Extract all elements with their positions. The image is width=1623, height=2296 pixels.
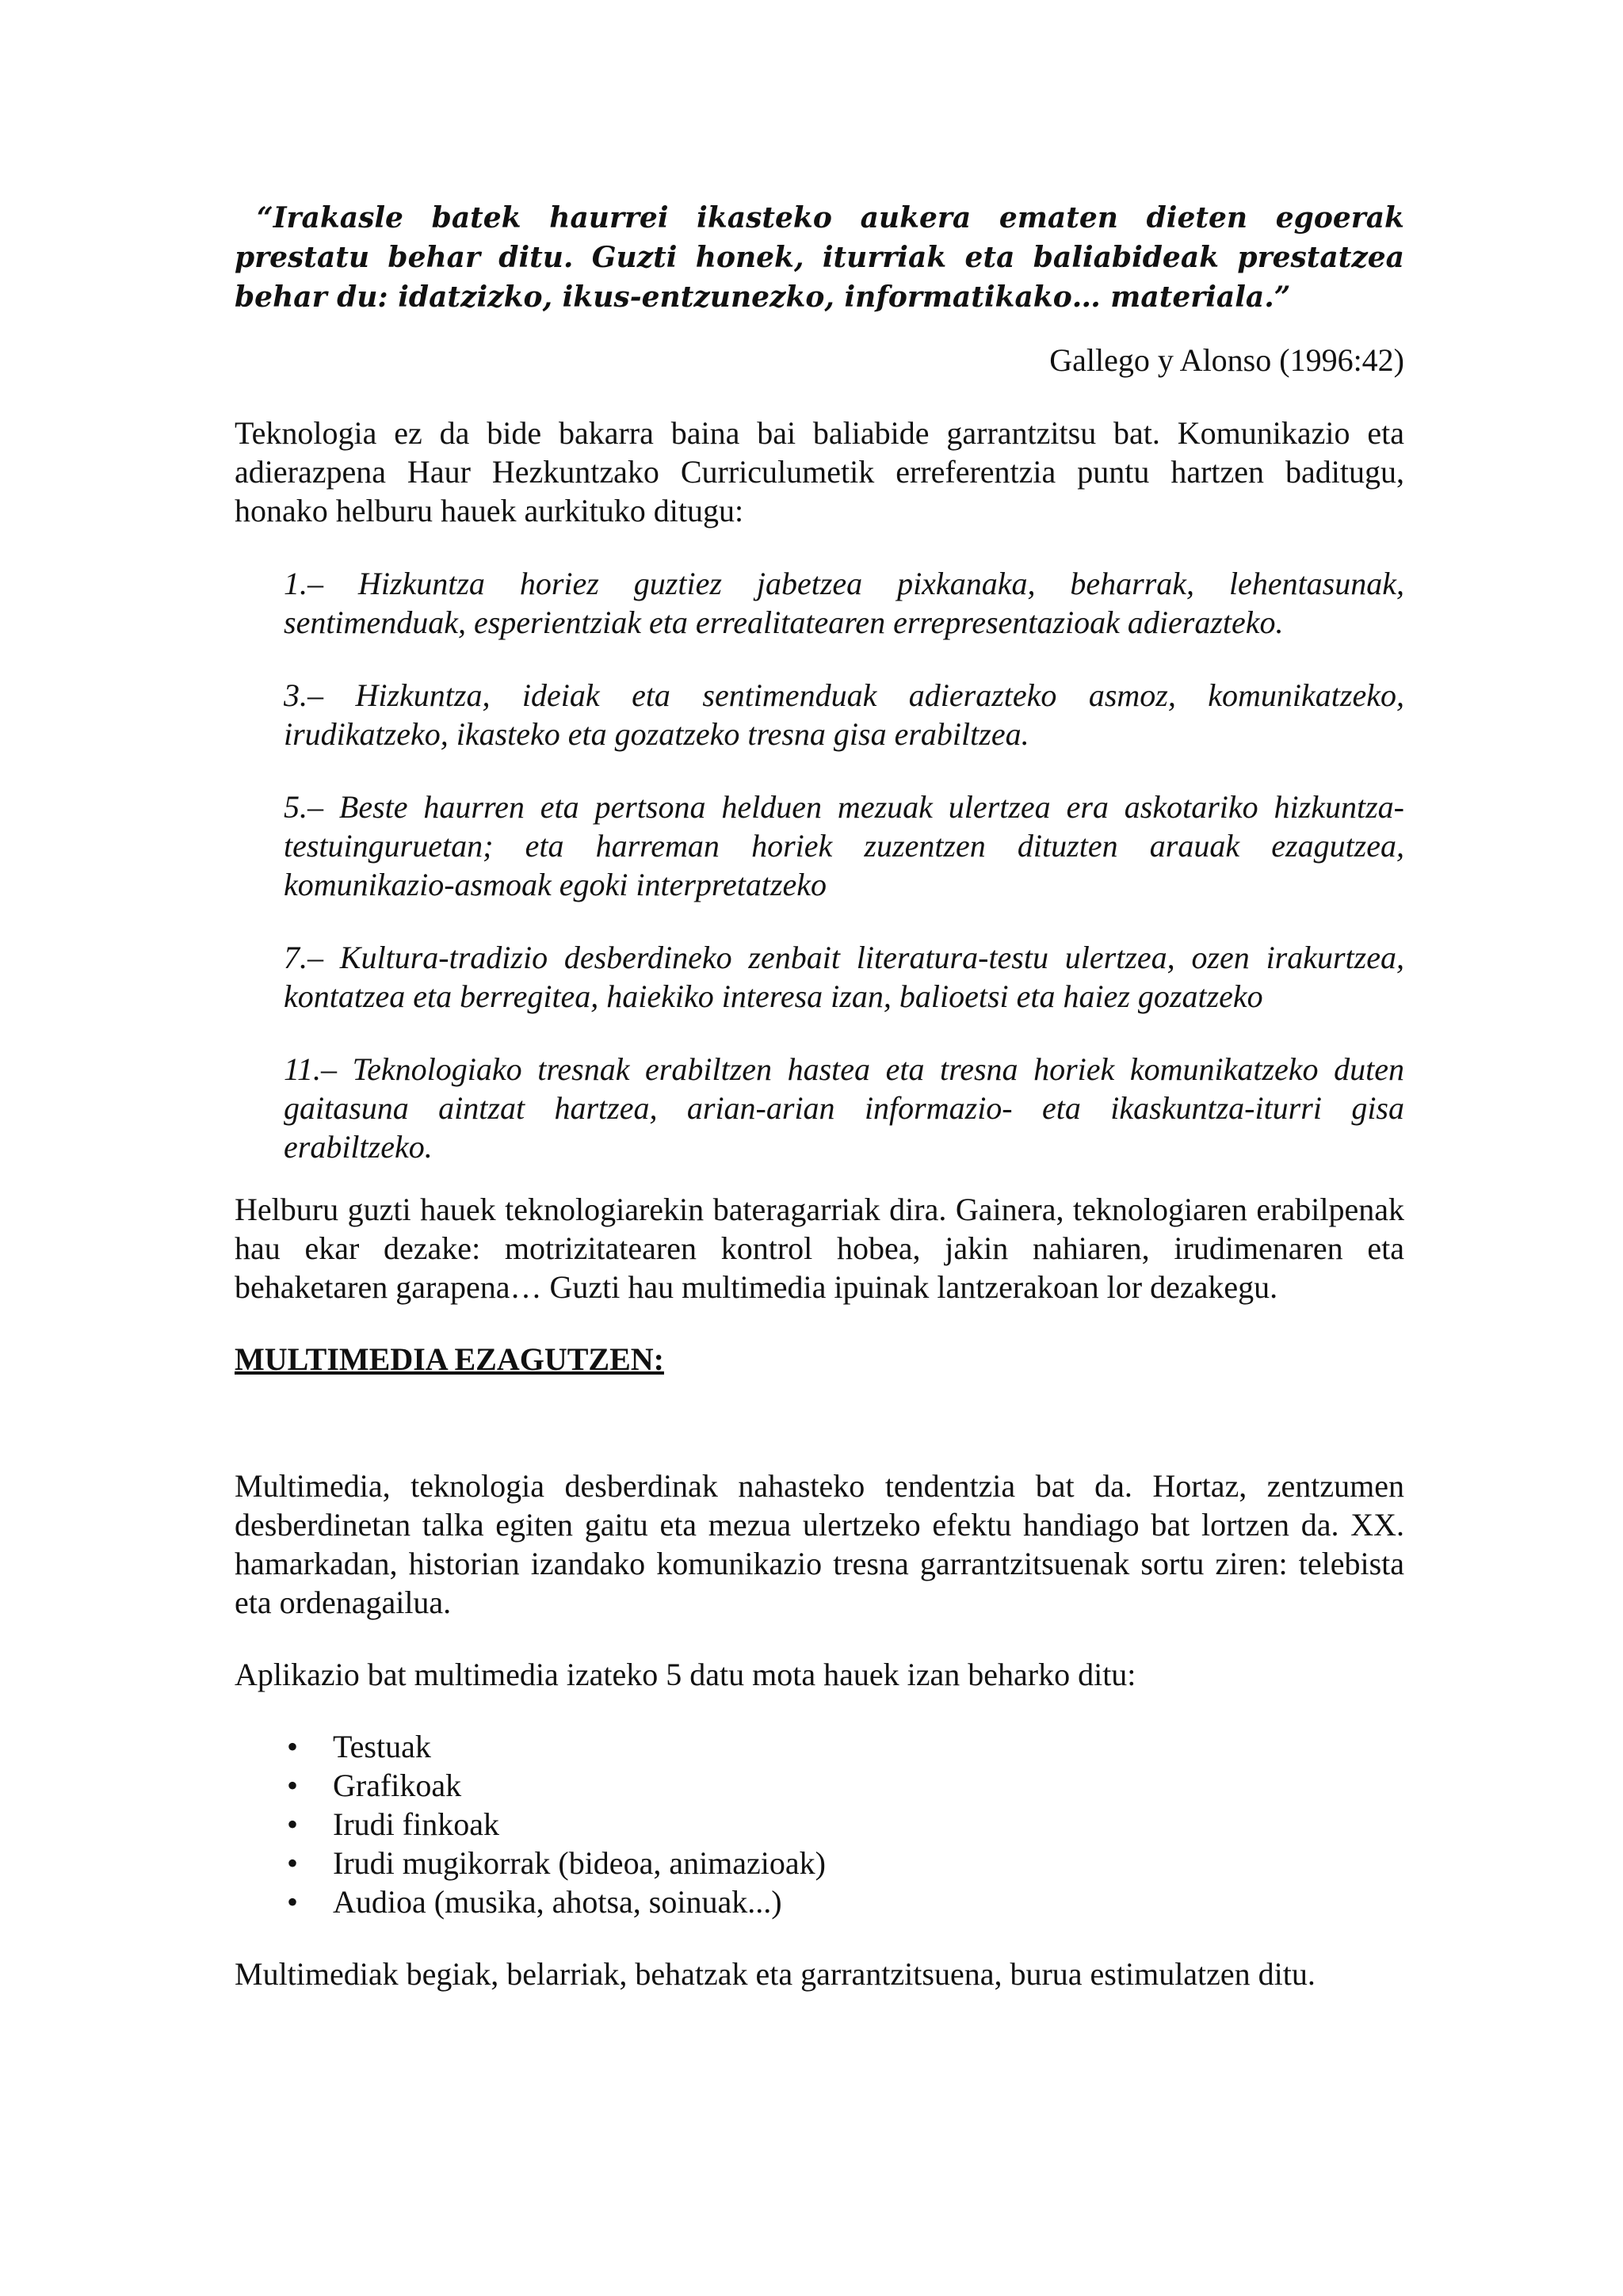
list-item: • Irudi mugikorrak (bideoa, animazioak) (333, 1844, 1404, 1882)
objective-item: 11.– Teknologiako tresnak erabiltzen hastea eta tresna horiek komunikatzeko duten gaitasuna aintzat hartzea, arian-arian informazio- eta ikaskuntza-iturri gisa erabiltzeko. (284, 1051, 1404, 1165)
application-intro-paragraph: Aplikazio bat multimedia izateko 5 datu mota hauek izan beharko ditu: (235, 1657, 1136, 1692)
opening-quote: “Irakasle batek haurrei ikasteko aukera ematen dieten egoerak prestatu behar ditu. Guzti honek, iturriak eta baliabideak prestatzea behar du: idatzizko, ikus-entzunezko, informatikako… materiala.” (235, 201, 1404, 314)
closing-paragraph: Multimediak begiak, belarriak, behatzak eta garrantzitsuena, burua estimulatzen ditu. (235, 1956, 1316, 1992)
objective-item: 7.– Kultura-tradizio desberdineko zenbait literatura-testu ulertzea, ozen irakurtzea, kontatzea eta berregitea, haiekiko interesa izan, balioetsi eta haiez gozatzeko (284, 940, 1404, 1014)
objective-item: 3.– Hizkuntza, ideiak eta sentimenduak adierazteko asmoz, komunikatzeko, irudikatzeko, ikasteko eta gozatzeko tresna gisa erabiltzea. (284, 677, 1404, 752)
objectives-summary-paragraph: Helburu guzti hauek teknologiarekin bateragarriak dira. Gainera, teknologiaren erabilpenak hau ekar dezake: motrizitatearen kontrol hobea, jakin nahiaren, irudimenaren eta behaketaren garapena… Guzti hau multimedia ipuinak lantzerakoan lor dezakegu. (235, 1192, 1404, 1305)
list-item: • Audioa (musika, ahotsa, soinuak...) (333, 1882, 1404, 1921)
quote-citation: Gallego y Alonso (1996:42) (1049, 342, 1404, 378)
intro-paragraph: Teknologia ez da bide bakarra baina bai baliabide garrantzitsu bat. Komunikazio eta adierazpena Haur Hezkuntzako Curriculumetik erreferentzia puntu hartzen baditugu, honako helburu hauek aurkituko ditugu: (235, 415, 1404, 528)
objectives-list (235, 564, 1404, 1166)
list-item: • Grafikoak (333, 1766, 1404, 1805)
list-item: • Irudi finkoak (333, 1805, 1404, 1844)
document-page (235, 198, 1404, 1993)
objective-item: 1.– Hizkuntza horiez guztiez jabetzea pixkanaka, beharrak, lehentasunak, sentimenduak, esperientziak eta errealitatearen errepresentazioak adierazteko. (284, 566, 1404, 640)
section-heading: MULTIMEDIA EZAGUTZEN: (235, 1341, 664, 1377)
objective-item: 5.– Beste haurren eta pertsona helduen mezuak ulertzea era askotariko hizkuntza-testuinguruetan; eta harreman horiek zuzentzen dituzten arauak ezagutzea, komunikazio-asmoak egoki interpretatzeko (284, 789, 1404, 902)
multimedia-paragraph: Multimedia, teknologia desberdinak nahasteko tendentzia bat da. Hortaz, zentzumen desberdinetan talka egiten gaitu eta mezua ulertzeko efektu handiago bat lortzen da. XX. hamarkadan, historian izandako komunikazio tresna garrantzitsuenak sortu ziren: telebista eta ordenagailua. (235, 1468, 1404, 1620)
data-types-list (235, 1727, 1404, 1921)
list-item: • Testuak (333, 1727, 1404, 1766)
